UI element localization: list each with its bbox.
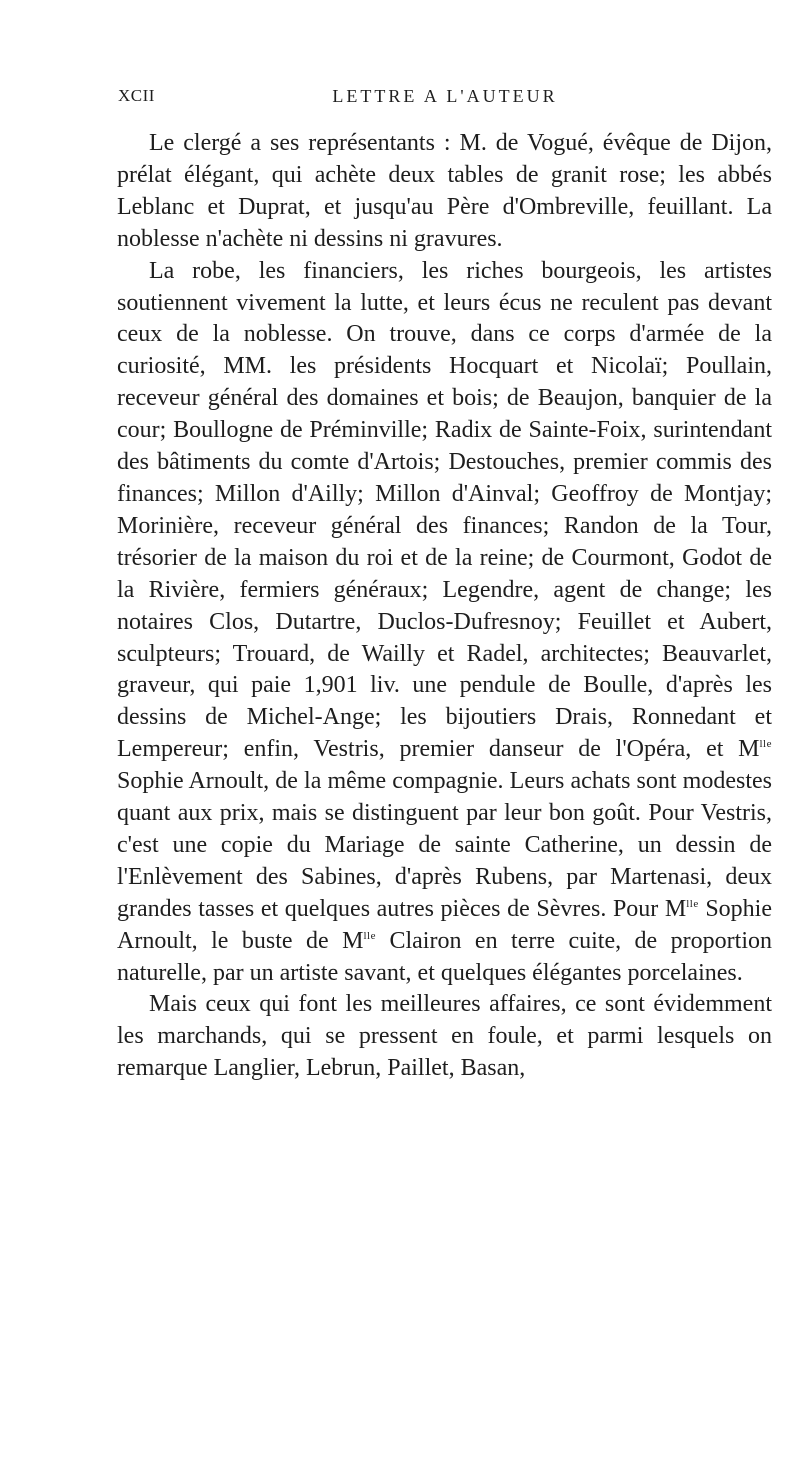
text-run: Mais ceux qui font les meilleures affaires, ce sont évidemment les marchands, qui se pressent en foule, et parmi lesquels on remarque Langlier, Lebrun, Paillet, Basan,: [117, 991, 772, 1082]
text-run: La robe, les financiers, les riches bourgeois, les artistes soutiennent vivement la lutte, et leurs écus ne reculent pas devant ceux de la noblesse. On trouve, dans ce corps d'armée de la curiosité, MM. les présidents Hocquart et Nicolaï; Poullain, receveur général des domaines et bois; de Beaujon, banquier de la cour; Boullogne de Préminville; Radix de Sainte-Foix, surintendant des bâtiments du comte d'Artois; Destouches, premier commis des finances; Millon d'Ailly; Millon d'Ainval; Geoffroy de Montjay; Morinière, receveur général des finances; Randon de la Tour, trésorier de la maison du roi et de la reine; de Courmont, Godot de la Rivière, fermiers généraux; Legendre, agent de change; les notaires Clos, Dutartre, Duclos-Dufresnoy; Feuillet et Aubert, sculpteurs; Trouard, de Wailly et Radel, architectes; Beauvarlet, graveur, qui paie 1,901 liv. une pendule de Boulle, d'après les dessins de Michel-Ange; les bijoutiers Drais, Ronnedant et Lempereur; enfin, Vestris, premier danseur de l'Opéra, et M: [117, 257, 772, 763]
text-run: Sophie Arnoult, de la même compagnie. Leurs achats sont modestes quant aux prix, mais se distinguent par leur bon goût. Pour Vestris, c'est une copie du Mariage de sainte Catherine, un dessin de l'Enlèvement des Sabines, d'après Rubens, par Martenasi, deux grandes tasses et quelques autres pièces de Sèvres. Pour M: [117, 768, 772, 922]
text-run: Clairon en terre cuite, de proportion naturelle, par un artiste savant, et quelques élégantes porcelaines.: [117, 927, 772, 986]
paragraph: [117, 989, 772, 1085]
body-text: [117, 128, 772, 1085]
page-number: XCII: [118, 86, 155, 105]
superscript-abbreviation: lle: [363, 929, 376, 942]
text-run: Le clergé a ses représentants : M. de Vogué, évêque de Dijon, prélat élégant, qui achète deux tables de granit rose; les abbés Leblanc et Duprat, et jusqu'au Père d'Ombreville, feuillant. La noblesse n'achète ni dessins ni gravures.: [117, 130, 772, 252]
superscript-abbreviation: lle: [759, 738, 772, 751]
text-run: Sophie Arnoult, le buste de M: [117, 895, 772, 954]
paragraph: [117, 256, 772, 990]
running-head: [118, 86, 772, 110]
paragraph: [117, 128, 772, 256]
running-title: LETTRE A L'AUTEUR: [332, 86, 558, 106]
superscript-abbreviation: lle: [686, 897, 699, 910]
